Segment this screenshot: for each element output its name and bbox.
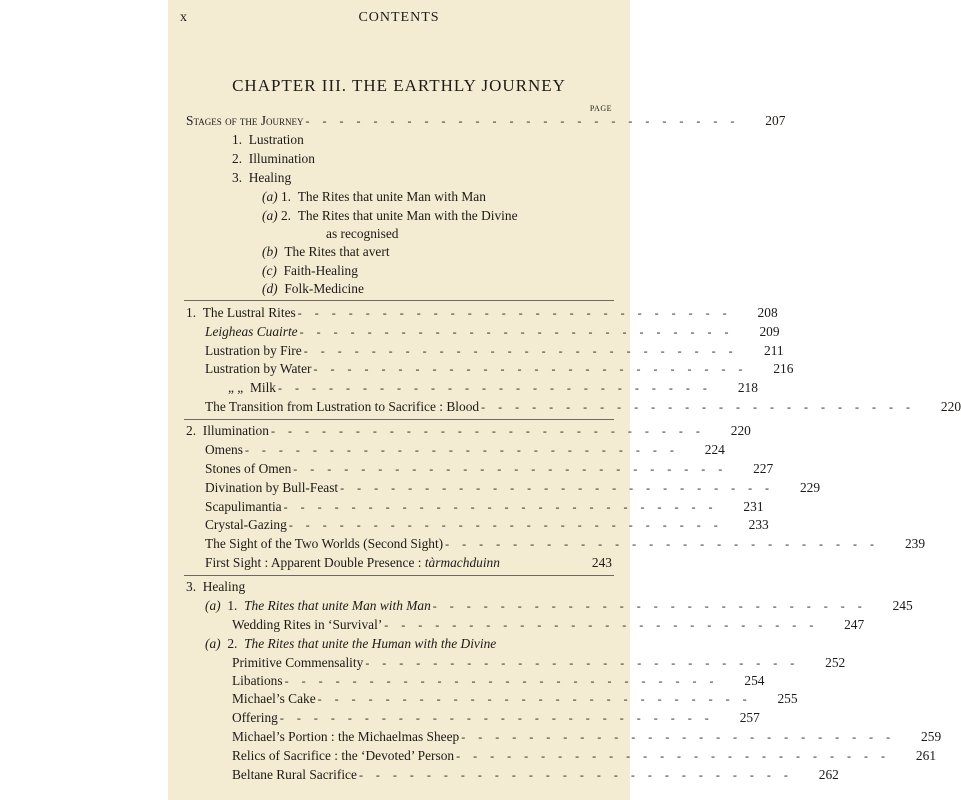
toc-section-heading: 2. Illumination -------------------------- 220 [186,423,751,438]
toc-page-number: 216 [773,361,794,376]
dot-leader: -------------------------- [340,481,783,495]
toc-subsection-heading: (a) 1. The Rites that unite Man with Man -------------------------- 245 [205,598,913,613]
toc-page-number: 220 [940,399,961,414]
toc-page-number: 254 [744,673,765,688]
dot-leader: -------------------------- [283,500,726,514]
toc-entry-stages [186,113,786,132]
dot-leader: -------------------------- [270,424,713,438]
dot-leader: -------------------------- [313,362,756,376]
dot-leader: -------------------------- [278,381,720,395]
section-divider [184,300,614,301]
toc-page-number: 229 [799,480,821,495]
stage-item: 1. Lustration [232,132,304,147]
dot-leader: -------------------------- [244,443,687,457]
toc-entry: Michael’s Cake -------------------------- 255 [232,691,798,706]
stage-subitem: (a) 1. The Rites that unite Man with Man [262,189,486,204]
toc-entry: Beltane Rural Sacrifice -------------------------- 262 [232,767,839,782]
dot-leader: -------------------------- [481,400,924,414]
toc-page-number: 257 [739,710,760,725]
toc-page-number: 243 [591,555,612,570]
dot-leader: -------------------------- [288,518,731,532]
toc-page-number: 227 [753,461,774,476]
toc-page-number: 211 [764,343,784,358]
toc-entry: Lustration by Water -------------------------- 216 [205,361,794,376]
stage-subitem-continuation: as recognised [326,226,399,241]
header-page-number: x [180,10,187,25]
running-header [168,10,630,30]
toc-entry: The Transition from Lustration to Sacrifice : Blood -------------------------- 220 [205,399,961,414]
dot-leader: -------------------------- [456,749,899,763]
book-page [168,0,961,800]
stage-subitem: (d) Folk-Medicine [262,281,364,296]
stage-item: 2. Illumination [232,151,315,166]
toc-page-number: 262 [818,767,839,782]
toc-entry: Lustration by Fire -------------------------- 211 [205,343,784,358]
dot-leader: -------------------------- [365,656,808,670]
dot-leader: -------------------------- [432,599,875,613]
toc-entry: Relics of Sacrifice : the ‘Devoted’ Person -------------------------- 261 [232,748,937,763]
toc-page-number: 208 [757,305,778,320]
stage-subitem: (c) Faith-Healing [262,263,358,278]
stage-item: 3. Healing [232,170,292,185]
toc-page-number: 239 [904,536,926,551]
toc-entry: Libations -------------------------- 254 [232,673,765,688]
dot-leader: -------------------------- [445,537,888,551]
toc-page-number: 245 [892,598,913,613]
page-column-label: PAGE [589,104,612,113]
toc-entry-title: Stages of the Journey [186,113,304,128]
dot-leader: -------------------------- [279,711,722,725]
toc-page-number: 209 [759,324,780,339]
toc-entry: First Sight : Apparent Double Presence : tàrmachduinn 243 [205,555,612,570]
section-divider [184,575,614,576]
dot-leader: -------------------------- [297,306,740,320]
stage-subitem: (a) 2. The Rites that unite Man with the Divine [262,208,518,223]
toc-entry: Leigheas Cuairte -------------------------- 209 [205,324,780,339]
toc-page-number: 255 [777,691,798,706]
toc-entry: Wedding Rites in ‘Survival’ -------------------------- 247 [232,617,865,632]
toc-section-heading: 1. The Lustral Rites -------------------------- 208 [186,305,778,320]
toc-entry: Stones of Omen -------------------------- 227 [205,461,774,476]
toc-page-number: 252 [825,655,846,670]
toc-entry: „ „ Milk -------------------------- 218 [228,380,758,395]
dot-leader: -------------------------- [305,114,748,128]
toc-entry: Michael’s Portion : the Michaelmas Sheep -------------------------- 259 [232,729,942,744]
toc-page-number: 261 [915,748,937,763]
toc-subsection-heading: (a) 2. The Rites that unite the Human with the Divine [205,636,497,651]
toc-entry: Primitive Commensality -------------------------- 252 [232,655,846,670]
section-divider [184,419,614,420]
dot-leader: -------------------------- [299,325,742,339]
toc-page-number: 259 [921,729,942,744]
toc-entry: The Sight of the Two Worlds (Second Sight) -------------------------- 239 [205,536,926,551]
toc-entry: Omens -------------------------- 224 [205,442,725,457]
toc-page-number: 233 [748,517,769,532]
toc-entry: Crystal-Gazing -------------------------- 233 [205,517,769,532]
toc-entry: Divination by Bull-Feast -------------------------- 229 [205,480,821,495]
toc-entry: Scapulimantia -------------------------- 231 [205,499,764,514]
dot-leader: -------------------------- [461,730,904,744]
toc-page-number: 207 [765,113,786,128]
toc-section-heading: 3. Healing [186,579,246,594]
toc-page-number: 231 [743,499,764,514]
dot-leader: -------------------------- [358,768,801,782]
dot-leader: -------------------------- [284,674,727,688]
chapter-title: CHAPTER III. THE EARTHLY JOURNEY [232,76,566,95]
toc-page-number: 247 [844,617,865,632]
dot-leader: -------------------------- [384,618,827,632]
dot-leader: -------------------------- [293,462,736,476]
dot-leader: -------------------------- [317,692,760,706]
dot-leader: -------------------------- [303,344,746,358]
toc-page-number: 218 [737,380,758,395]
toc-entry: Offering -------------------------- 257 [232,710,760,725]
toc-page-number: 224 [704,442,725,457]
header-title: CONTENTS [358,10,440,25]
stage-subitem: (b) The Rites that avert [262,244,390,259]
toc-page-number: 220 [730,423,751,438]
